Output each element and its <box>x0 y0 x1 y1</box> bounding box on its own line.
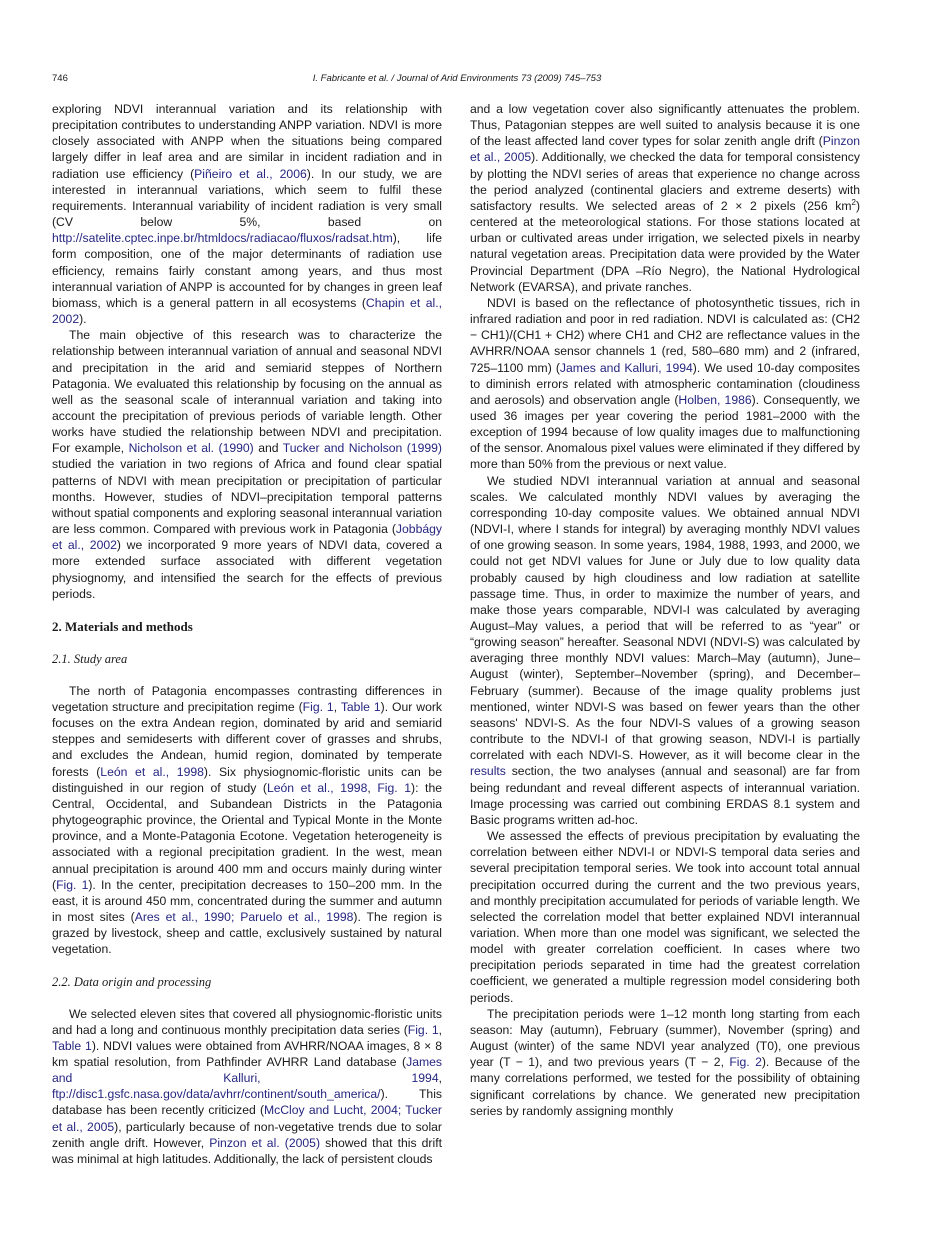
text: , <box>367 780 378 795</box>
figure-link[interactable]: Fig. 1 <box>407 1022 439 1037</box>
text: exploring NDVI interannual variation and its relationship with precipitation contributes to understanding ANPP variation. NDVI is more closely associated with ANPP when the situations being compared largely differ in leaf area and are similar in incident radiation and in radiation use efficiency ( <box>52 102 442 181</box>
paragraph <box>52 683 442 958</box>
citation-link[interactable]: McCloy and Lucht, 2004; Tucker et al., 2005 <box>52 1103 442 1134</box>
text: ): the Central, Occidental, and Subandean Districts in the Patagonia phytogeographic province, the Oriental and Typical Monte in the Monte province, and a Monte-Patagonia Ecotone. Vegetation heterogeneity is associated with a regional precipitation gradient. In the west, mean annual precipitation is around 400 mm and occurs mainly during winter ( <box>52 780 442 892</box>
right-column <box>470 101 860 1119</box>
left-column <box>52 101 442 1167</box>
text: The precipitation periods were 1–12 month long starting from each season: May (autumn), February (summer), November (spring) and August (winter) of the same NDVI year analyzed (T0), one previous year (T − 1), and two previous years (T − 2, <box>470 1006 860 1070</box>
text: , <box>438 1022 442 1037</box>
text: studied the variation in two regions of Africa and found clear spatial patterns of NDVI with mean precipitation or precipitation of particular months. However, studies of NDVI–precipitation temporal patterns without spatial components and exploring seasonal interannual variation are less common. Compared with previous work in Patagonia ( <box>52 457 442 537</box>
text: ). The region is grazed by livestock, sheep and cattle, exclusively sustained by natural vegetation. <box>52 910 442 957</box>
paragraph <box>470 473 860 828</box>
paragraph <box>52 327 442 602</box>
section-link[interactable]: results <box>470 764 506 779</box>
page-number: 746 <box>52 73 68 84</box>
citation-link[interactable]: Ares et al., 1990; Paruelo et al., 1998 <box>134 910 354 925</box>
citation-link[interactable]: Jobbágy et al., 2002 <box>52 522 442 553</box>
text: NDVI is based on the reflectance of photosynthetic tissues, rich in infrared radiation and poor in red radiation. NDVI is calculated as: (CH2 − CH1)/(CH1 + CH2) where CH1 and CH2 are reflectance values in the AVHRR/NOAA sensor channels 1 (red, 580–680 mm) and 2 (infrared, 725–1100 mm) ( <box>470 295 860 375</box>
text: ). In the center, precipitation decreases to 150–200 mm. In the east, it is around 450 mm, concentrated during the summer and autumn in most sites ( <box>52 877 442 925</box>
citation-link[interactable]: León et al., 1998 <box>100 764 204 779</box>
citation-link[interactable]: Nicholson et al. (1990) <box>128 441 254 456</box>
figure-link[interactable]: Fig. 1 <box>377 780 412 795</box>
citation-link[interactable]: Piñeiro et al., 2006 <box>194 166 307 181</box>
paragraph <box>470 295 860 473</box>
text: The main objective of this research was to characterize the relationship between interannual variation of annual and seasonal NDVI and precipitation in the arid and semiarid steppes of Northern Patagonia. We evaluated this relationship by focusing on the annual as well as the seasonal scale of interannual variation and taking into account the precipitation of previous periods of variable length. Other works have studied the relationship between NDVI and precipitation. For example, <box>52 328 442 456</box>
citation-link[interactable]: James and Kalluri, 1994 <box>559 360 693 375</box>
figure-link[interactable]: Fig. 1 <box>56 877 89 892</box>
text: The north of Patagonia encompasses contrasting differences in vegetation structure and precipitation regime ( <box>52 683 442 714</box>
text: , <box>438 1071 442 1086</box>
text: We studied NDVI interannual variation at annual and seasonal scales. We calculated monthly NDVI values by averaging the corresponding 10-day composite values. We obtained annual NDVI (NDVI-I, where I stands for integral) by averaging monthly NDVI values of one growing season. In some years, 1984, 1988, 1993, and 2000, we could not get NDVI values for June or July due to low quality data probably caused by high cloudiness and low radiation at satellite passage time. Thus, in order to maximize the number of years, and make those years comparable, NDVI-I was calculated by averaging August–May values, a period that will be referred to as “year” or “growing season” hereafter. Seasonal NDVI (NDVI-S) was calculated by averaging three monthly NDVI values: March–May (autumn), June–August (winter), September–November (spring), and December–February (summer). Because of the image quality problems just mentioned, winter NDVI-S was based on fewer years than the other seasons' NDVI-S. As the four NDVI-S values of a growing season contribute to the NDVI-I of that growing season, NDVI-I is partially correlated with each NDVI-S. However, as it will become clear in the <box>470 473 860 763</box>
citation-link[interactable]: León et al., 1998 <box>266 780 368 795</box>
citation-link[interactable]: James and Kalluri, 1994 <box>52 1054 442 1086</box>
text: ), life form composition, one of the major determinants of radiation use efficiency, remains fairly constant among years, and thus most interannual variation of ANPP is accounted for by changes in green leaf biomass, which is a general pattern in all ecosystems ( <box>52 231 442 310</box>
citation-link[interactable]: Holben, 1986 <box>678 392 752 407</box>
text: ). Our work focuses on the extra Andean region, dominated by arid and semiarid steppes and semideserts with different cover of grasses and shrubs, and excludes the Andean, humid region, dominated by temperate forests ( <box>52 700 443 779</box>
text: ). Six physiognomic-floristic units can be distinguished in our region of study ( <box>52 764 442 795</box>
section-heading: 2. Materials and methods <box>52 618 193 634</box>
text: ) centered at the meteorological stations. For those stations located at urban or cultivated areas under irrigation, we selected pixels in nearby natural vegetation areas. Precipitation data were provided by the Water Provincial Department (DPA –Río Negro), the National Hydrological Network (EVARSA), and private ranches. <box>470 198 860 294</box>
text: ), particularly because of non-vegetative trends due to solar zenith angle drift. However, <box>52 1119 442 1150</box>
citation-link[interactable]: Tucker and Nicholson (1999) <box>282 441 442 456</box>
paragraph <box>470 828 860 1006</box>
table-link[interactable]: Table 1 <box>52 1038 92 1053</box>
subsection-heading: 2.1. Study area <box>52 651 128 666</box>
citation-link[interactable]: Pinzon et al., 2005 <box>470 134 860 165</box>
text: , <box>333 700 341 714</box>
text: ). Consequently, we used 36 images per year covering the period 1981–2000 with the exception of 1994 because of low quality images due to malfunctioning of the sensor. Anomalous pixel values were eliminated if they differed by more than 50% from the previous or next value. <box>470 392 860 472</box>
text: ) we incorporated 9 more years of NDVI data, covered a more extended surface associated with different vegetation physiognomy, and intensified the search for the effects of previous periods. <box>52 538 442 601</box>
url-link[interactable]: http://satelite.cptec.inpe.br/htmldocs/radiacao/fluxos/radsat.htm <box>52 231 393 246</box>
citation-link[interactable]: Chapin et al., 2002 <box>52 295 442 327</box>
journal-reference: I. Fabricante et al. / Journal of Arid Environments 73 (2009) 745–753 <box>312 73 602 84</box>
url-link[interactable]: ftp://disc1.gsfc.nasa.gov/data/avhrr/continent/south_america/ <box>52 1087 381 1102</box>
citation-link[interactable]: Pinzon et al. (2005) <box>209 1135 320 1150</box>
superscript: 2 <box>851 197 856 207</box>
text: and a low vegetation cover also significantly attenuates the problem. Thus, Patagonian steppes are well suited to analysis because it is one of the least affected land cover types for solar zenith angle drift ( <box>470 102 860 149</box>
paragraph <box>470 101 860 295</box>
paragraph <box>52 1006 442 1168</box>
text: ). In our study, we are interested in interannual variations, which seem to fulfil these requirements. Interannual variability of incident radiation is very small (CV below 5%, based on <box>52 166 442 230</box>
figure-link[interactable]: Fig. 2 <box>729 1055 762 1070</box>
text: ). Because of the many correlations performed, we tested for the possibility of obtaining significant correlations by chance. We generated new precipitation series by randomly assigning monthly <box>470 1055 861 1118</box>
text: ). NDVI values were obtained from AVHRR/NOAA images, 8 × 8 km spatial resolution, from Pathfinder AVHRR Land database ( <box>52 1038 442 1069</box>
text: showed that this drift was minimal at high latitudes. Additionally, the lack of persistent clouds <box>52 1135 442 1166</box>
paragraph <box>470 1006 860 1119</box>
table-link[interactable]: Table 1 <box>340 700 381 714</box>
text: ). This database has been recently criticized ( <box>52 1087 442 1118</box>
paragraph <box>52 101 442 327</box>
text: section, the two analyses (annual and seasonal) are far from being redundant and reveal different aspects of interannual variation. Image processing was carried out combining ERDAS 8.1 system and Basic programs written ad-hoc. <box>470 764 860 827</box>
running-head <box>52 73 862 87</box>
text: We assessed the effects of previous precipitation by evaluating the correlation between either NDVI-I or NDVI-S temporal data series and several precipitation temporal series. We took into account total annual precipitation occurred during the current and the two previous years, and monthly precipitation accumulated for periods of variable length. We selected the correlation model that better explained NDVI interannual variation. When more than one model was significant, we selected the model with greater correlation coefficient. In cases where two precipitation periods separated in time had the greatest correlation coefficient, we generated a multiple regression model considering both periods. <box>470 829 860 1005</box>
figure-link[interactable]: Fig. 1 <box>302 700 334 714</box>
text: ). <box>79 312 87 327</box>
text: We selected eleven sites that covered all physiognomic-floristic units and had a long and continuous monthly precipitation data series ( <box>52 1006 442 1037</box>
text: ). Additionally, we checked the data for temporal consistency by plotting the NDVI series of areas that experience no change across the period analyzed (continental glaciers and extreme deserts) with satisfactory results. We selected areas of 2 × 2 pixels (256 km <box>470 150 860 213</box>
subsection-heading: 2.2. Data origin and processing <box>52 974 212 989</box>
text: and <box>253 441 283 456</box>
text: ). We used 10-day composites to diminish errors related with atmospheric contamination (cloudiness and aerosols) and observation angle ( <box>470 360 860 407</box>
